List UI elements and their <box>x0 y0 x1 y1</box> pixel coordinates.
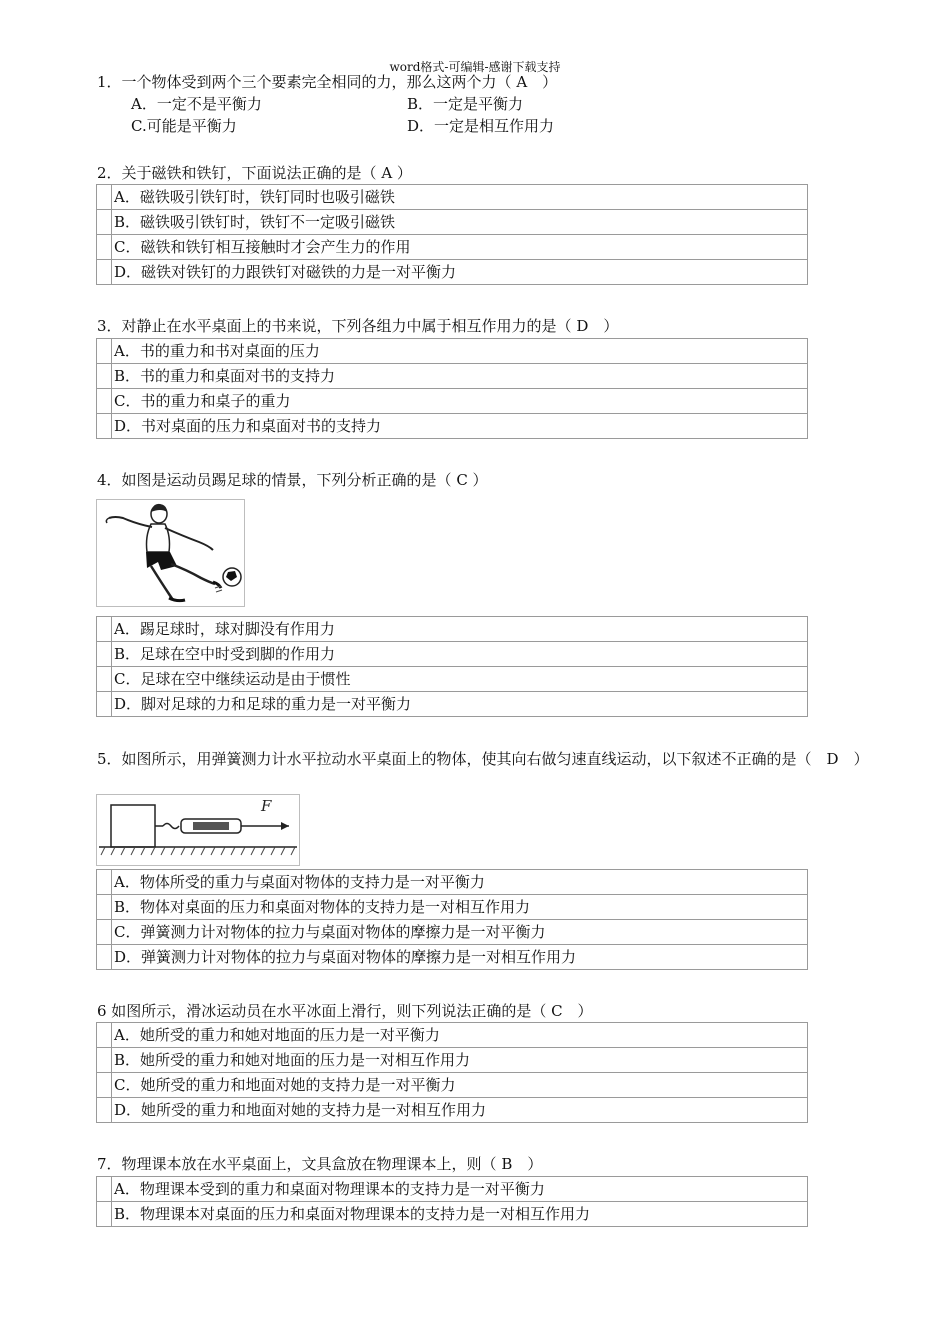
question-3-option-a: A．书的重力和书对桌面的压力 <box>112 339 808 364</box>
question-3-option-b: B．书的重力和桌面对书的支持力 <box>112 364 808 389</box>
option-row <box>97 364 808 389</box>
question-6-option-a: A．她所受的重力和她对地面的压力是一对平衡力 <box>112 1023 808 1048</box>
option-row <box>97 1098 808 1123</box>
question-1-option-d: D．一定是相互作用力 <box>407 117 555 135</box>
question-2-option-d: D．磁铁对铁钉的力跟铁钉对磁铁的力是一对平衡力 <box>112 260 808 285</box>
question-1-option-a: A．一定不是平衡力 <box>131 95 262 113</box>
question-5-option-d: D．弹簧测力计对物体的拉力与桌面对物体的摩擦力是一对相互作用力 <box>112 945 808 970</box>
option-row <box>97 895 808 920</box>
spring-scale-figure <box>96 794 300 866</box>
question-6-option-c: C．她所受的重力和地面对她的支持力是一对平衡力 <box>112 1073 808 1098</box>
question-3-option-d: D．书对桌面的压力和桌面对书的支持力 <box>112 414 808 439</box>
option-row <box>97 260 808 285</box>
option-row <box>97 692 808 717</box>
question-5-stem: 5．如图所示，用弹簧测力计水平拉动水平桌面上的物体，使其向右做匀速直线运动，以下叙述不正确的是（ D ） <box>97 750 869 768</box>
question-4-option-b: B．足球在空中时受到脚的作用力 <box>112 642 808 667</box>
question-7-option-b: B．物理课本对桌面的压力和桌面对物理课本的支持力是一对相互作用力 <box>112 1202 808 1227</box>
option-row <box>97 235 808 260</box>
question-1-stem: 1．一个物体受到两个三个要素完全相同的力，那么这两个力（ A ） <box>97 73 558 91</box>
question-1-option-b: B．一定是平衡力 <box>407 95 524 113</box>
question-6-stem: 6 如图所示，滑冰运动员在水平冰面上滑行，则下列说法正确的是（ C ） <box>97 1002 593 1020</box>
option-row <box>97 210 808 235</box>
question-2-options <box>96 184 808 285</box>
question-5-option-b: B．物体对桌面的压力和桌面对物体的支持力是一对相互作用力 <box>112 895 808 920</box>
question-2-option-a: A．磁铁吸引铁钉时，铁钉同时也吸引磁铁 <box>112 185 808 210</box>
question-3-option-c: C．书的重力和桌子的重力 <box>112 389 808 414</box>
question-5-option-c: C．弹簧测力计对物体的拉力与桌面对物体的摩擦力是一对平衡力 <box>112 920 808 945</box>
question-3-options <box>96 338 808 439</box>
force-label: F <box>261 797 272 815</box>
question-6-options <box>96 1022 808 1123</box>
option-row <box>97 1177 808 1202</box>
question-2-option-c: C．磁铁和铁钉相互接触时才会产生力的作用 <box>112 235 808 260</box>
question-5-option-a: A．物体所受的重力与桌面对物体的支持力是一对平衡力 <box>112 870 808 895</box>
question-7-option-a: A．物理课本受到的重力和桌面对物理课本的支持力是一对平衡力 <box>112 1177 808 1202</box>
option-row <box>97 1202 808 1227</box>
option-row <box>97 870 808 895</box>
question-4-options <box>96 616 808 717</box>
option-row <box>97 1048 808 1073</box>
option-row <box>97 1023 808 1048</box>
page-header: word格式-可编辑-感谢下载支持 <box>389 60 561 74</box>
spring-scale-drawing <box>97 795 299 865</box>
football-player-figure <box>96 499 245 607</box>
question-6-option-b: B．她所受的重力和她对地面的压力是一对相互作用力 <box>112 1048 808 1073</box>
option-row <box>97 1073 808 1098</box>
option-row <box>97 339 808 364</box>
option-row <box>97 617 808 642</box>
question-7-stem: 7．物理课本放在水平桌面上，文具盒放在物理课本上，则（ B ） <box>97 1155 543 1173</box>
option-row <box>97 945 808 970</box>
option-row <box>97 920 808 945</box>
question-4-option-a: A．踢足球时，球对脚没有作用力 <box>112 617 808 642</box>
option-row <box>97 389 808 414</box>
football-player-drawing <box>97 500 244 606</box>
question-6-option-d: D．她所受的重力和地面对她的支持力是一对相互作用力 <box>112 1098 808 1123</box>
question-5-options <box>96 869 808 970</box>
option-row <box>97 642 808 667</box>
question-2-stem: 2．关于磁铁和铁钉，下面说法正确的是（ A ） <box>97 164 412 182</box>
question-3-stem: 3．对静止在水平桌面上的书来说，下列各组力中属于相互作用力的是（ D ） <box>97 317 619 335</box>
question-4-option-d: D．脚对足球的力和足球的重力是一对平衡力 <box>112 692 808 717</box>
question-7-options <box>96 1176 808 1227</box>
option-row <box>97 667 808 692</box>
question-4-stem: 4．如图是运动员踢足球的情景，下列分析正确的是（ C ） <box>97 471 488 489</box>
question-4-option-c: C．足球在空中继续运动是由于惯性 <box>112 667 808 692</box>
option-row <box>97 185 808 210</box>
question-1-option-c: C.可能是平衡力 <box>131 117 237 135</box>
question-2-option-b: B．磁铁吸引铁钉时，铁钉不一定吸引磁铁 <box>112 210 808 235</box>
option-row <box>97 414 808 439</box>
